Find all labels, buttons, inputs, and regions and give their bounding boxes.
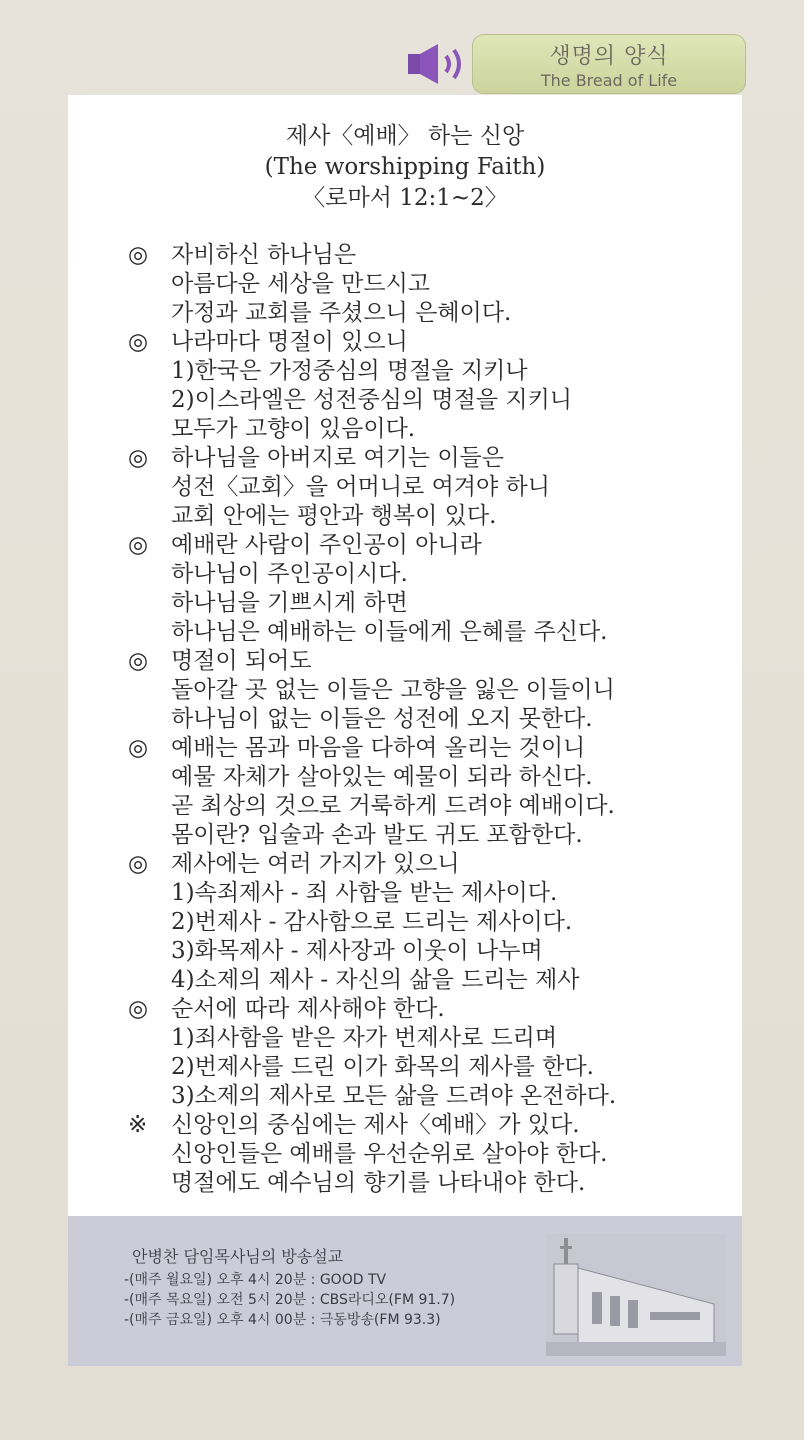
sermon-line (128, 995, 748, 1024)
broadcast-heading: 안병찬 담임목사님의 방송설교 (132, 1247, 344, 1266)
sermon-card (68, 95, 742, 1216)
bullet-mark: ◎ (128, 851, 149, 877)
sermon-line (128, 763, 748, 792)
sermon-line (128, 937, 748, 966)
sermon-line-text: 2)이스라엘은 성전중심의 명절을 지키니 (171, 387, 573, 413)
sermon-line-text: 신앙인들은 예배를 우선순위로 살아야 한다. (171, 1141, 608, 1167)
sermon-line (128, 676, 748, 705)
sermon-line (128, 357, 748, 386)
sermon-line (128, 850, 748, 879)
sermon-line (128, 589, 748, 618)
sermon-line-text: 1)한국은 가정중심의 명절을 지키나 (171, 358, 528, 384)
sermon-line (128, 821, 748, 850)
sermon-line (128, 1053, 748, 1082)
sermon-line-text: 예물 자체가 살아있는 예물이 되라 하신다. (171, 764, 593, 790)
sermon-title-en: (The worshipping Faith) (264, 154, 546, 180)
schedule-item: -(매주 금요일) 오후 4시 00분 : 극동방송(FM 93.3) (124, 1312, 441, 1328)
sermon-line (128, 299, 748, 328)
sermon-line (128, 734, 748, 763)
sermon-line (128, 792, 748, 821)
sermon-line-text: 나라마다 명절이 있으니 (171, 329, 408, 355)
sermon-line-text: 성전〈교회〉을 어머니로 여겨야 하니 (171, 474, 550, 500)
sermon-line-text: 하나님은 예배하는 이들에게 은혜를 주신다. (171, 619, 608, 645)
sermon-line-text: 4)소제의 제사 - 자신의 삶을 드리는 제사 (171, 967, 580, 993)
sermon-line-text: 2)번제사 - 감사함으로 드리는 제사이다. (171, 909, 573, 935)
sermon-line (128, 444, 748, 473)
sermon-line (128, 473, 748, 502)
sermon-line (128, 879, 748, 908)
brand-title-en: The Bread of Life (540, 71, 678, 90)
bullet-mark: ◎ (128, 996, 149, 1022)
bullet-mark: ※ (128, 1112, 148, 1138)
sermon-title-ko: 제사〈예배〉 하는 신앙 (285, 123, 525, 149)
sermon-line-text: 돌아갈 곳 없는 이들은 고향을 잃은 이들이니 (171, 677, 615, 703)
bread-of-life-badge (472, 34, 746, 94)
sermon-line-text: 자비하신 하나님은 (171, 242, 357, 268)
sermon-line-text: 3)화목제사 - 제사장과 이웃이 나누며 (171, 938, 543, 964)
bullet-mark: ◎ (128, 648, 149, 674)
sermon-line (128, 647, 748, 676)
sermon-line (128, 328, 748, 357)
broadcast-footer (68, 1216, 742, 1366)
sermon-line-text: 신앙인의 중심에는 제사〈예배〉가 있다. (171, 1112, 580, 1138)
sermon-line-text: 하나님이 없는 이들은 성전에 오지 못한다. (171, 706, 593, 732)
sermon-line-text: 명절이 되어도 (171, 648, 312, 674)
sermon-line-text: 모두가 고향이 있음이다. (171, 416, 416, 442)
speaker-icon[interactable] (404, 42, 470, 86)
sermon-line-text: 명절에도 예수님의 향기를 나타내야 한다. (171, 1170, 586, 1196)
schedule-item: -(매주 월요일) 오후 4시 20분 : GOOD TV (124, 1272, 387, 1288)
sermon-line (128, 908, 748, 937)
church-building-icon (546, 1234, 726, 1356)
sermon-line-text: 3)소제의 제사로 모든 삶을 드려야 온전하다. (171, 1083, 617, 1109)
sermon-line-text: 곧 최상의 것으로 거룩하게 드려야 예배이다. (171, 793, 615, 819)
sermon-line (128, 1082, 748, 1111)
sermon-line-text: 2)번제사를 드린 이가 화목의 제사를 한다. (171, 1054, 594, 1080)
sermon-line-text: 하나님을 기쁘시게 하면 (171, 590, 408, 616)
sermon-title (68, 121, 742, 214)
bullet-mark: ◎ (128, 735, 149, 761)
sermon-line-text: 1)죄사함을 받은 자가 번제사로 드리며 (171, 1025, 558, 1051)
sermon-line-text: 순서에 따라 제사해야 한다. (171, 996, 445, 1022)
sermon-line (128, 502, 748, 531)
brand-title-ko: 생명의 양식 (549, 44, 669, 69)
bullet-mark: ◎ (128, 329, 149, 355)
sermon-line-text: 예배란 사람이 주인공이 아니라 (171, 532, 482, 558)
sermon-line (128, 386, 748, 415)
bullet-mark: ◎ (128, 532, 149, 558)
sermon-line (128, 705, 748, 734)
sermon-line (128, 1024, 748, 1053)
broadcast-schedule (124, 1270, 455, 1330)
sermon-line (128, 1111, 748, 1140)
sermon-line (128, 270, 748, 299)
sermon-line-text: 1)속죄제사 - 죄 사함을 받는 제사이다. (171, 880, 558, 906)
sermon-line (128, 618, 748, 647)
sermon-line (128, 531, 748, 560)
sermon-line (128, 966, 748, 995)
bullet-mark: ◎ (128, 242, 149, 268)
sermon-line-text: 아름다운 세상을 만드시고 (171, 271, 431, 297)
sermon-line-text: 제사에는 여러 가지가 있으니 (171, 851, 460, 877)
sermon-line-text: 하나님이 주인공이시다. (171, 561, 408, 587)
sermon-line (128, 241, 748, 270)
sermon-scripture: 〈로마서 12:1~2〉 (302, 185, 508, 211)
bullet-mark: ◎ (128, 445, 149, 471)
sermon-line-text: 가정과 교회를 주셨으니 은혜이다. (171, 300, 512, 326)
sermon-line (128, 415, 748, 444)
sermon-line-text: 교회 안에는 평안과 행복이 있다. (171, 503, 497, 529)
sermon-line (128, 560, 748, 589)
sermon-line-text: 예배는 몸과 마음을 다하여 올리는 것이니 (171, 735, 586, 761)
sermon-body (128, 241, 748, 1198)
sermon-line-text: 몸이란? 입술과 손과 발도 귀도 포함한다. (171, 822, 583, 848)
schedule-item: -(매주 목요일) 오전 5시 20분 : CBS라디오(FM 91.7) (124, 1292, 456, 1308)
sermon-line (128, 1140, 748, 1169)
sermon-line (128, 1169, 748, 1198)
sermon-line-text: 하나님을 아버지로 여기는 이들은 (171, 445, 504, 471)
